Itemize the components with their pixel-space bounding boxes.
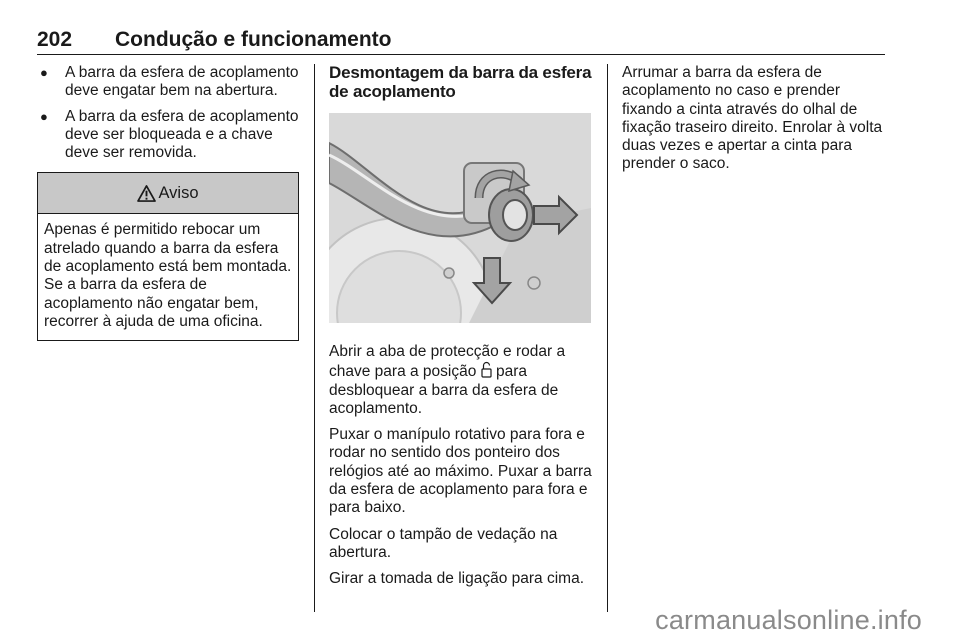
instruction-paragraph-1 xyxy=(329,343,594,418)
column-2 xyxy=(329,64,594,597)
watermark: carmanualsonline.info xyxy=(655,605,922,635)
bullet-item xyxy=(37,108,299,163)
warning-triangle-icon xyxy=(137,185,156,202)
open-lock-icon xyxy=(481,361,492,378)
instruction-text: para desbloquear a barra da esfera de acoplamento. xyxy=(329,363,559,417)
tow-bar-illustration xyxy=(329,113,591,323)
instruction-paragraph-2: Puxar o manípulo rotativo para fora e rodar no sentido dos ponteiro dos relógios até ao máximo. Puxar a barra da esfera de acoplamento para fora e para baixo. xyxy=(329,426,592,517)
page-number: 202 xyxy=(37,28,73,51)
bullet-text: A barra da esfera de acoplamento deve engatar bem na abertura. xyxy=(65,64,299,100)
column-divider xyxy=(314,64,315,612)
bullet-list xyxy=(37,64,299,162)
warning-header xyxy=(38,173,298,214)
bullet-item xyxy=(37,64,299,101)
instruction-paragraph-4: Girar a tomada de ligação para cima. xyxy=(329,570,585,588)
instruction-text: Abrir a aba de protecção e rodar a chave para a posição xyxy=(329,343,566,381)
column-1 xyxy=(37,64,299,341)
bullet-icon: ● xyxy=(40,65,48,80)
warning-text: Apenas é permitido rebocar um atrelado quando a barra da esfera de acoplamento está bem montada. Se a barra da esfera de acoplamento não engatar bem, recorrer à ajuda de uma oficina. xyxy=(44,221,292,330)
page-header xyxy=(37,24,885,55)
section-title: Condução e funcionamento xyxy=(115,28,392,51)
column-divider xyxy=(607,64,608,612)
instruction-paragraph-3: Colocar o tampão de vedação na abertura. xyxy=(329,525,558,561)
warning-title: Aviso xyxy=(158,184,199,203)
bullet-text: A barra da esfera de acoplamento deve ser bloqueada e a chave deve ser removida. xyxy=(65,107,299,162)
column-3 xyxy=(622,64,888,182)
warning-box xyxy=(37,172,299,341)
subsection-heading: Desmontagem da barra da esfera de acoplamento xyxy=(329,63,592,101)
bullet-icon: ● xyxy=(40,108,48,124)
storage-paragraph: Arrumar a barra da esfera de acoplamento no caso e prender fixando a cinta através do olhal de fixação traseiro direito. Enrolar à volta duas vezes e apertar a cinta para prender o saco. xyxy=(622,64,883,173)
